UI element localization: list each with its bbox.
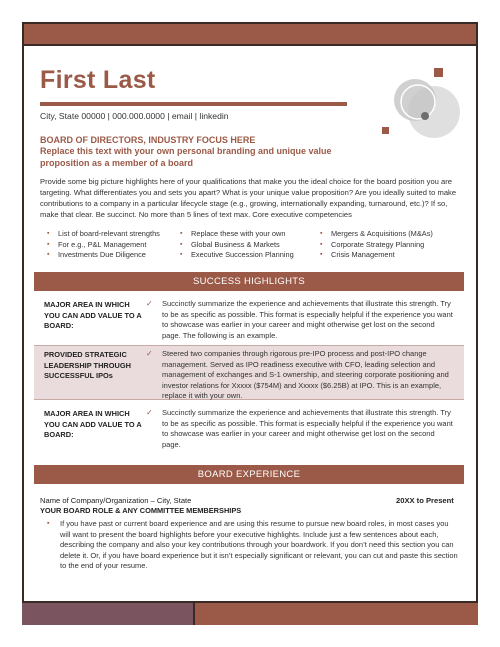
checkmark-icon: ✓ bbox=[146, 299, 153, 308]
competency-item: ▪ Global Business & Markets bbox=[180, 239, 280, 249]
deco-dot-dark bbox=[421, 112, 429, 120]
highlight-row bbox=[34, 405, 464, 451]
success-highlights-heading: SUCCESS HIGHLIGHTS bbox=[34, 272, 464, 291]
bullet-icon: ▪ bbox=[47, 251, 50, 258]
competency-list-2 bbox=[177, 229, 294, 261]
bullet-icon: ▪ bbox=[47, 240, 50, 248]
board-dates: 20XX to Present bbox=[396, 496, 454, 505]
bullet-icon: ▪ bbox=[180, 230, 183, 237]
checkmark-icon: ✓ bbox=[146, 349, 153, 358]
competency-item: ▪ Investments Due Diligence bbox=[47, 250, 146, 259]
highlight-label: MAJOR AREA IN WHICH YOU CAN ADD VALUE TO A BOARD: bbox=[44, 409, 142, 439]
decorative-circles-graphic bbox=[378, 60, 474, 140]
board-experience-heading: BOARD EXPERIENCE bbox=[34, 465, 464, 484]
bottom-decorative-bar-right bbox=[195, 601, 478, 625]
bullet-icon: ▪ bbox=[180, 240, 183, 248]
highlight-row bbox=[34, 296, 464, 340]
summary-paragraph: Provide some big picture highlights here of your qualifications that make you the ideal choice for the board position you are targeting. What differentiates you and sets you apart? What is your unique value proposition? Are you ideally suited to make contributions to a company in a particular lifecycle stage (e.g., growing, internationally expanding, turnaround, etc.)? If so, make that clear. Be succinct. No more than 5 lines of text max. Core executive competencies bbox=[40, 177, 457, 219]
highlight-text: Succinctly summarize the experience and achievements that illustrate this strength. Try to be as specific as possible. This format is especially helpful if the experience you want to showcase was earlier in your career and might otherwise get lost on the second page. The following is an example. bbox=[162, 299, 453, 340]
competency-item: ▪ Executive Succession Planning bbox=[180, 250, 294, 259]
contact-line: City, State 00000 | 000.000.0000 | email | linkedin bbox=[40, 111, 229, 121]
highlight-text: Succinctly summarize the experience and achievements that illustrate this strength. Try to be as specific as possible. This format is especially helpful if the experience you want to showcase was earlier in your career and might otherwise get lost on the second page. bbox=[162, 408, 453, 449]
competency-item: ▪ Crisis Management bbox=[320, 250, 395, 259]
board-role: YOUR BOARD ROLE & ANY COMMITTEE MEMBERSHIPS bbox=[40, 506, 242, 515]
highlight-row bbox=[34, 345, 464, 400]
bullet-icon: ▪ bbox=[320, 230, 323, 237]
name-underline bbox=[40, 102, 347, 106]
competency-list-1 bbox=[44, 229, 160, 261]
bullet-icon: ▪ bbox=[320, 240, 323, 248]
competency-list-3 bbox=[317, 229, 433, 261]
deco-square-top bbox=[434, 68, 443, 77]
competency-item: ▪ Mergers & Acquisitions (M&As) bbox=[320, 229, 433, 238]
competency-item: ▪ Replace these with your own bbox=[180, 229, 286, 238]
bullet-icon: ▪ bbox=[47, 520, 50, 527]
bullet-icon: ▪ bbox=[320, 251, 323, 258]
highlight-text: Steered two companies through rigorous pre-IPO process and post-IPO change management. Served as IPO readiness executive with CFO, leading selection and management of exchanges and S-1 ownership, and steering corporate positioning and investor relations for Xxxxx ($754M) and Xxxxx ($6.25B) at IPO. This is an example, replace it with your own. bbox=[162, 349, 449, 401]
checkmark-icon: ✓ bbox=[146, 408, 153, 417]
resume-name: First Last bbox=[40, 66, 156, 94]
headline-branding: Replace this text with your own personal branding and unique value proposition as a member of a board bbox=[40, 146, 332, 168]
competency-item: ▪ List of board-relevant strengths bbox=[47, 229, 160, 238]
headline-title: BOARD OF DIRECTORS, INDUSTRY FOCUS HERE bbox=[40, 135, 256, 145]
highlight-label: PROVIDED STRATEGIC LEADERSHIP THROUGH SUCCESSFUL IPOs bbox=[44, 350, 131, 380]
competency-item: ▪ For e.g., P&L Management bbox=[47, 239, 147, 249]
deco-square-bottom bbox=[382, 127, 389, 134]
board-description: If you have past or current board experience and are using this resume to pursue new board roles, in most cases you will want to present the board highlights before your executive highlights. Include just a few sentences about each, describing the company and also your key contributions through your boardwork. If you don’t need this section you can delete it. Or, if you have board experience but it isn’t especially significant or relevant, you can cut and paste this section to the end of your resume. bbox=[60, 519, 458, 571]
bottom-decorative-bar-left bbox=[22, 601, 195, 625]
highlight-label: MAJOR AREA IN WHICH YOU CAN ADD VALUE TO A BOARD: bbox=[44, 300, 142, 330]
competency-item: ▪ Corporate Strategy Planning bbox=[320, 239, 425, 249]
board-company: Name of Company/Organization – City, State bbox=[40, 496, 192, 505]
bullet-icon: ▪ bbox=[47, 230, 50, 237]
bullet-icon: ▪ bbox=[180, 251, 183, 258]
